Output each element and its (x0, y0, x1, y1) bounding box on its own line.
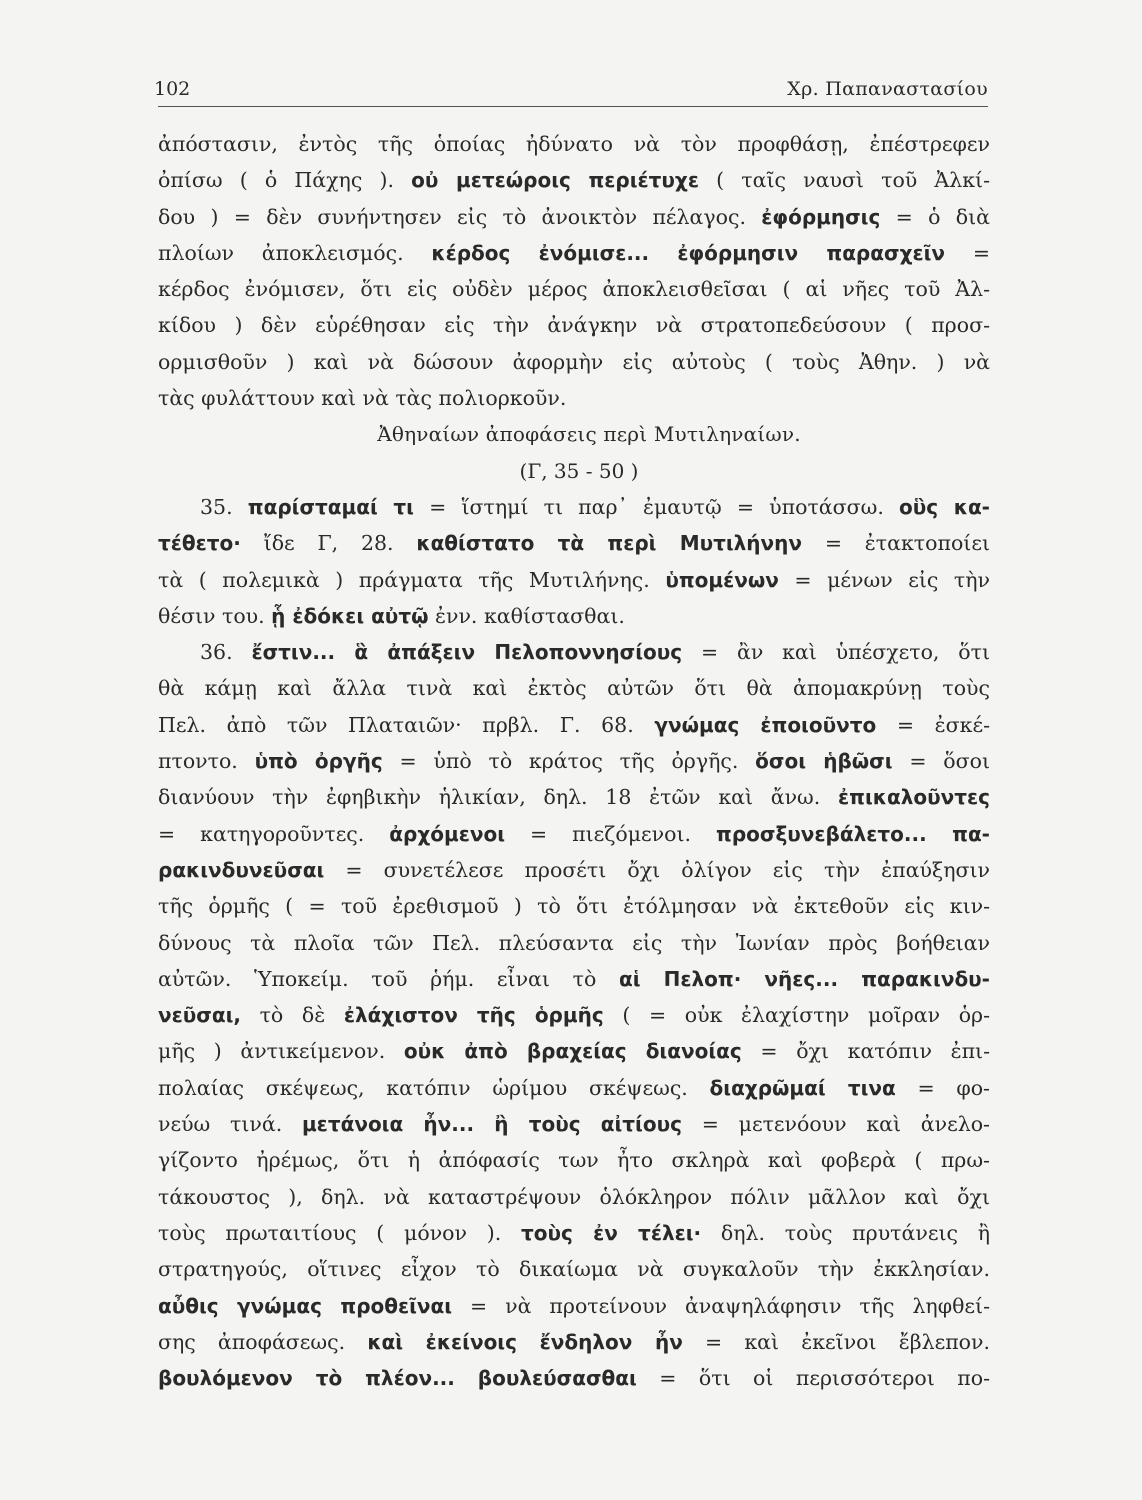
gloss-text: τῆς ὁρμῆς ( = τοῦ ἐρεθισμοῦ ) τὸ ὅτι ἐτόλμησαν νὰ ἐκτεθοῦν εἰς κιν- (158, 894, 990, 919)
gloss-text: 35. (200, 494, 248, 519)
gloss-text: δου ) = δὲν συνήντησεν εἰς τὸ ἀνοικτὸν πέλαγος. (158, 204, 762, 229)
gloss-text: = (945, 240, 990, 265)
gloss-text: κέρδος ἐνόμισεν, ὅτι εἰς οὐδὲν μέρος ἀποκλεισθεῖσαι ( αἱ νῆες τοῦ Ἀλ- (158, 277, 990, 302)
lemma-term: ἔστιν... ἃ ἀπάξειν Πελοποννησίους (251, 640, 683, 665)
lemma-term: ἐλάχιστον τῆς ὁρμῆς (343, 1003, 604, 1028)
text-line (158, 1251, 990, 1287)
text-line (158, 126, 990, 162)
gloss-text: Πελ. ἀπὸ τῶν Πλαταιῶν· πρβλ. Γ. 68. (158, 712, 655, 737)
lemma-term: μετάνοια ἦν... ἢ τοὺς αἰτίους (301, 1112, 682, 1137)
text-line (158, 344, 990, 380)
gloss-text: αὐτῶν. Ὑποκείμ. τοῦ ῥήμ. εἶναι τὸ (158, 966, 619, 991)
gloss-text: ἐνν. καθίστασθαι. (428, 603, 625, 628)
lemma-term: ὅσοι ἡβῶσι (755, 749, 893, 774)
gloss-text: = ἐσκέ- (876, 712, 990, 737)
gloss-text: = νὰ προτείνουν ἀναψηλάφησιν τῆς ληφθεί- (452, 1293, 990, 1318)
gloss-text: = ὅτι οἱ περισσότεροι πο- (636, 1366, 990, 1391)
gloss-text: 36. (200, 640, 252, 665)
lemma-term: οὓς κα- (899, 494, 990, 519)
text-line (158, 779, 990, 815)
lemma-term: προσξυνεβάλετο... πα- (716, 821, 990, 846)
gloss-text: = καὶ ἐκεῖνοι ἔβλεπον. (682, 1329, 990, 1354)
gloss-text: δύνους τὰ πλοῖα τῶν Πελ. πλεύσαντα εἰς τὴν Ἰωνίαν πρὸς βοήθειαν (158, 930, 990, 955)
gloss-text: = ἂν καὶ ὑπέσχετο, ὅτι (682, 640, 990, 665)
text-line (158, 199, 990, 235)
text-line (158, 888, 990, 924)
lemma-term: ρακινδυνεῦσαι (158, 857, 325, 882)
text-line (158, 525, 990, 561)
gloss-text: ἀπόστασιν, ἐντὸς τῆς ὁποίας ἠδύνατο νὰ τὸν προφθάσῃ, ἐπέστρεφεν (158, 132, 990, 156)
gloss-text: στρατηγούς, οἵτινες εἶχον τὸ δικαίωμα νὰ συγκαλοῦν τὴν ἐκκλησίαν. (158, 1257, 990, 1282)
gloss-text: πτοντο. (158, 749, 255, 774)
text-line (158, 307, 990, 343)
text-line (158, 271, 990, 307)
gloss-text: θὰ κάμῃ καὶ ἄλλα τινὰ καὶ ἐκτὸς αὐτῶν ὅτι θὰ ἀπομακρύνῃ τοὺς (158, 676, 990, 701)
page-number: 102 (154, 78, 191, 100)
text-line (158, 489, 990, 525)
lemma-term: τέθετο· (158, 531, 241, 556)
section-title: Ἀθηναίων ἀποφάσεις περὶ Μυτιληναίων. (377, 422, 801, 447)
gloss-text: πλοίων ἀποκλεισμός. (158, 240, 432, 265)
gloss-text: = μένων εἰς τὴν (778, 567, 990, 592)
gloss-text: = ὑπὸ τὸ κράτος τῆς ὀργῆς. (382, 749, 756, 774)
text-line (158, 1324, 990, 1360)
gloss-text: τὰς φυλάττουν καὶ νὰ τὰς πολιορκοῦν. (158, 386, 567, 411)
gloss-text: μῆς ) ἀντικείμενον. (158, 1039, 404, 1064)
gloss-text: τοὺς πρωταιτίους ( μόνον ). (158, 1220, 522, 1245)
gloss-text: = κατηγοροῦντες. (158, 821, 390, 846)
commentary-body (158, 126, 990, 1396)
text-line (158, 1070, 990, 1106)
text-line (158, 1360, 990, 1396)
lemma-term: διαχρῶμαί τινα (709, 1075, 896, 1100)
text-line (158, 816, 990, 852)
text-line (158, 961, 990, 997)
text-line (158, 380, 990, 416)
gloss-text: = ὄχι κατόπιν ἐπι- (741, 1039, 991, 1064)
gloss-text: τάκουστος ), δηλ. νὰ καταστρέψουν ὁλόκληρον πόλιν μᾶλλον καὶ ὄχι (158, 1184, 990, 1209)
text-line (158, 1215, 990, 1251)
gloss-text: = μετενόουν καὶ ἀνελο- (681, 1112, 990, 1137)
lemma-term: οὐκ ἀπὸ βραχείας διανοίας (403, 1039, 742, 1064)
text-line (158, 852, 990, 888)
lemma-term: ᾗ ἐδόκει αὐτῷ (271, 603, 429, 628)
gloss-text: = φο- (895, 1075, 990, 1100)
text-line (158, 562, 990, 598)
lemma-term: ὑπομένων (665, 567, 779, 592)
text-line (158, 925, 990, 961)
text-line (158, 634, 990, 670)
text-line (158, 162, 990, 198)
gloss-text: ( ταῖς ναυσὶ τοῦ Ἀλκί- (698, 168, 991, 193)
text-line (158, 670, 990, 706)
gloss-text: γίζοντο ἠρέμως, ὅτι ἡ ἀπόφασίς των ἦτο σκληρὰ καὶ φοβερὰ ( πρω- (158, 1148, 990, 1173)
lemma-term: αὖθις γνώμας προθεῖναι (158, 1293, 453, 1318)
gloss-text: δηλ. τοὺς πρυτάνεις ἢ (701, 1220, 991, 1245)
gloss-text: σης ἀποφάσεως. (158, 1329, 368, 1354)
running-head: Χρ. Παπαναστασίου (787, 78, 988, 100)
gloss-text: τὰ ( πολεμικὰ ) πράγματα τῆς Μυτιλήνης. (158, 567, 666, 592)
gloss-text: ( = οὐκ ἐλαχίστην μοῖραν ὁρ- (603, 1003, 991, 1028)
lemma-term: κέρδος ἐνόμισε... ἐφόρμησιν παρασχεῖν (431, 240, 946, 265)
lemma-term: γνώμας ἐποιοῦντο (654, 712, 877, 737)
lemma-term: καθίστατο τὰ περὶ Μυτιλήνην (416, 531, 803, 556)
gloss-text: θέσιν του. (158, 603, 272, 628)
gloss-text: ἴδε Γ, 28. (240, 531, 417, 556)
section-subtitle: (Γ, 35 - 50 ) (519, 458, 639, 483)
lemma-term: καὶ ἐκείνοις ἔνδηλον ἦν (367, 1329, 683, 1354)
gloss-text: = συνετέλεσε προσέτι ὄχι ὀλίγον εἰς τὴν ἐπαύξησιν (324, 857, 990, 882)
gloss-text: νεύω τινά. (158, 1112, 302, 1137)
text-line (158, 235, 990, 271)
lemma-term: ἐφόρμησις (761, 204, 881, 229)
text-line (158, 707, 990, 743)
gloss-text: ορμισθοῦν ) καὶ νὰ δώσουν ἀφορμὴν εἰς αὐτοὺς ( τοὺς Ἀθην. ) νὰ (158, 349, 990, 374)
gloss-text: = ὅσοι (892, 749, 991, 774)
text-line (158, 1033, 990, 1069)
lemma-term: αἱ Πελοπ· νῆες... παρακινδυ- (618, 966, 990, 991)
text-line (158, 1288, 990, 1324)
text-line (158, 997, 990, 1033)
gloss-text: = ἐτακτοποίει (802, 531, 990, 556)
lemma-term: τοὺς ἐν τέλει· (521, 1220, 702, 1245)
lemma-term: νεῦσαι, (158, 1003, 241, 1028)
text-line (158, 743, 990, 779)
lemma-term: ἀρχόμενοι (389, 821, 505, 846)
gloss-text: τὸ δὲ (240, 1003, 344, 1028)
gloss-text: κίδου ) δὲν εὑρέθησαν εἰς τὴν ἀνάγκην νὰ στρατοπεδεύσουν ( προσ- (158, 313, 990, 338)
lemma-term: βουλόμενον τὸ πλέον... βουλεύσασθαι (158, 1366, 637, 1391)
lemma-term: ὑπὸ ὀργῆς (254, 749, 383, 774)
gloss-text: = ἵστημί τι παρ᾽ ἐμαυτῷ = ὑποτάσσω. (413, 494, 900, 519)
gloss-text: = ὁ διὰ (880, 204, 990, 229)
gloss-text: πολαίας σκέψεως, κατόπιν ὡρίμου σκέψεως. (158, 1075, 710, 1100)
lemma-term: οὐ μετεώροις περιέτυχε (411, 168, 699, 193)
text-line (158, 1142, 990, 1178)
gloss-text: = πιεζόμενοι. (505, 821, 717, 846)
gloss-text: ὀπίσω ( ὁ Πάχης ). (158, 168, 412, 193)
lemma-term: παρίσταμαί τι (247, 494, 414, 519)
text-line (158, 1179, 990, 1215)
gloss-text: διανύουν τὴν ἐφηβικὴν ἡλικίαν, δηλ. 18 ἐτῶν καὶ ἄνω. (158, 785, 839, 810)
lemma-term: ἐπικαλοῦντες (838, 785, 990, 810)
text-line (158, 1106, 990, 1142)
page-header (154, 72, 988, 107)
text-line (158, 598, 990, 634)
